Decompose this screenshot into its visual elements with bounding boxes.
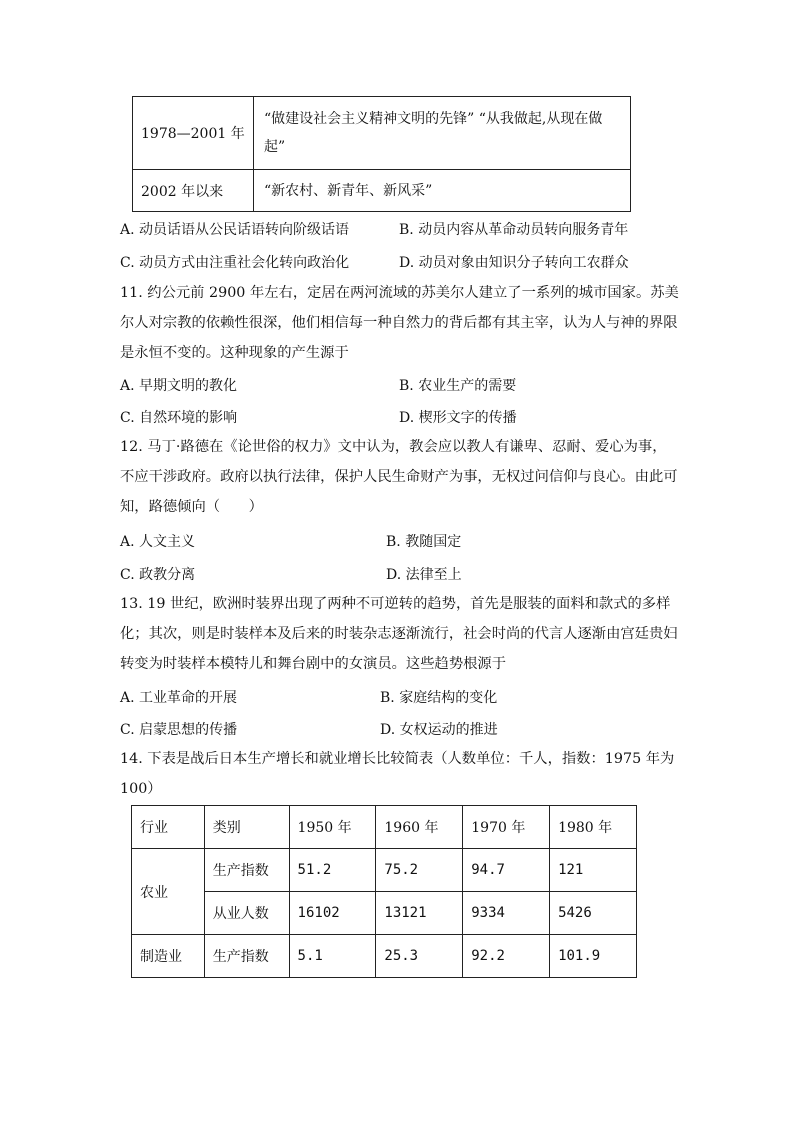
value-cell: 92.2 — [463, 935, 550, 978]
value-cell: 121 — [550, 849, 637, 892]
slogan-cell: “做建设社会主义精神文明的先锋” “从我做起,从现在做起” — [254, 97, 631, 170]
q13-option-c: C. 启蒙思想的传播 — [120, 722, 238, 738]
value-cell: 75.2 — [376, 849, 463, 892]
column-header: 1950 年 — [289, 806, 376, 849]
table-row — [132, 849, 637, 892]
industry-cell: 农业 — [132, 849, 205, 935]
column-header: 类别 — [204, 806, 289, 849]
value-cell: 5.1 — [289, 935, 376, 978]
q13-option-d: D. 女权运动的推进 — [380, 722, 498, 738]
q13-option-b: B. 家庭结构的变化 — [380, 690, 498, 706]
q12-option-a: A. 人文主义 — [120, 534, 196, 550]
period-cell: 1978—2001 年 — [133, 97, 254, 170]
q12-stem: 12. 马丁·路德在《论世俗的权力》文中认为，教会应以教人有谦卑、忍耐、爱心为事，不应干涉政府。政府以执行法律，保护人民生命财产为事，无权过问信仰与良心。由此可知，路德倾向（ ） — [120, 439, 678, 515]
value-cell: 94.7 — [463, 849, 550, 892]
q12-option-b: B. 教随国定 — [386, 534, 462, 550]
value-cell: 16102 — [289, 892, 376, 935]
category-cell: 从业人数 — [204, 892, 289, 935]
table-row — [133, 97, 631, 170]
q13-option-a: A. 工业革命的开展 — [120, 690, 238, 706]
column-header: 1970 年 — [463, 806, 550, 849]
slogan-table — [132, 96, 631, 212]
value-cell: 51.2 — [289, 849, 376, 892]
value-cell: 13121 — [376, 892, 463, 935]
table-header-row — [132, 806, 637, 849]
q11-stem: 11. 约公元前 2900 年左右，定居在两河流域的苏美尔人建立了一系列的城市国家。苏美尔人对宗教的依赖性很深，他们相信每一种自然力的背后都有其主宰，认为人与神的界限是永恒不变的。这种现象的产生源于 — [120, 285, 679, 361]
q11-option-a: A. 早期文明的教化 — [120, 378, 238, 394]
japan-production-table — [131, 805, 637, 978]
q11-option-d: D. 楔形文字的传播 — [399, 410, 517, 426]
q10-option-d: D. 动员对象由知识分子转向工农群众 — [399, 255, 629, 271]
table-row — [133, 170, 631, 212]
category-cell: 生产指数 — [204, 935, 289, 978]
industry-cell: 制造业 — [132, 935, 205, 978]
category-cell: 生产指数 — [204, 849, 289, 892]
q12-option-d: D. 法律至上 — [386, 567, 462, 583]
table-row — [132, 935, 637, 978]
q11-option-c: C. 自然环境的影响 — [120, 410, 238, 426]
column-header: 1960 年 — [376, 806, 463, 849]
value-cell: 25.3 — [376, 935, 463, 978]
column-header: 行业 — [132, 806, 205, 849]
value-cell: 5426 — [550, 892, 637, 935]
q10-option-a: A. 动员话语从公民话语转向阶级话语 — [120, 222, 350, 238]
column-header: 1980 年 — [550, 806, 637, 849]
period-cell: 2002 年以来 — [133, 170, 254, 212]
value-cell: 9334 — [463, 892, 550, 935]
value-cell: 101.9 — [550, 935, 637, 978]
q13-stem: 13. 19 世纪，欧洲时装界出现了两种不可逆转的趋势，首先是服装的面料和款式的多样化；其次，则是时装样本及后来的时装杂志逐渐流行，社会时尚的代言人逐渐由宫廷贵妇转变为时装样本模特儿和舞台剧中的女演员。这些趋势根源于 — [120, 596, 678, 672]
q10-option-c: C. 动员方式由注重社会化转向政治化 — [120, 255, 350, 271]
q12-option-c: C. 政教分离 — [120, 567, 196, 583]
q10-option-b: B. 动员内容从革命动员转向服务青年 — [399, 222, 629, 238]
table-row — [132, 892, 637, 935]
q14-stem: 14. 下表是战后日本生产增长和就业增长比较简表（人数单位：千人，指数：1975 年为 100） — [120, 751, 675, 797]
q11-option-b: B. 农业生产的需要 — [399, 378, 517, 394]
slogan-cell: “新农村、新青年、新风采” — [254, 170, 631, 212]
